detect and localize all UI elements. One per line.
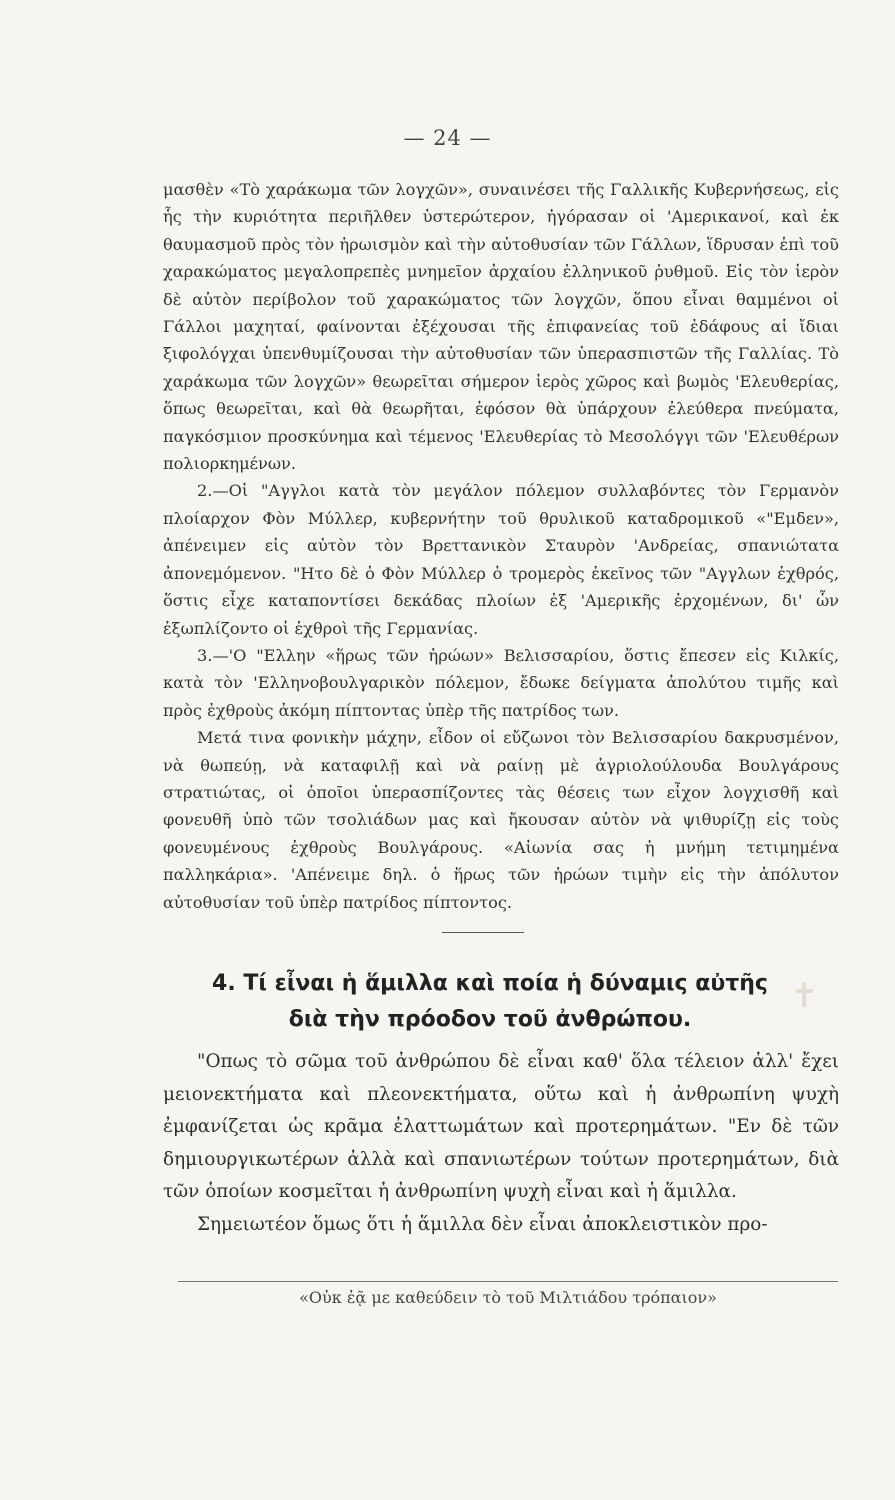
section-title-line-2: διὰ τὴν πρόοδον τοῦ ἀνθρώπου. xyxy=(288,1007,692,1032)
body-text xyxy=(163,176,839,916)
section-divider xyxy=(442,932,524,933)
section-body xyxy=(163,1046,839,1242)
section-title xyxy=(150,966,830,1038)
paragraph-4: Μετά τινα φονικὴν μάχην, εἶδον οἱ εὔζωνοι τὸν Βελισσαρίου δακρυσμένον, νὰ θωπεύῃ, νὰ καταφιλῇ καὶ νὰ ραίνῃ μὲ ἀγριολούλουδα Βουλγάρους στρατιώτας, οἱ ὁποῖοι ὑπερασπίζοντες τὰς θέσεις των εἶχον λογχισθῆ καὶ φονευθῆ ὑπὸ τῶν τσολιάδων μας καὶ ἤκουσαν αὐτὸν νὰ ψιθυρίζῃ εἰς τοὺς φονευμένους ἐχθροὺς Βουλγάρους. «Αἰωνία σας ἡ μνήμη τετιμημένα παλληκάρια». 'Απένειμε δηλ. ὁ ἥρως τῶν ἡρώων τιμὴν εἰς τὴν ἀπόλυτον αὐτοθυσίαν τοῦ ὑπὲρ πατρίδος πίπτοντος. xyxy=(163,728,839,912)
section-paragraph-1: "Οπως τὸ σῶμα τοῦ ἀνθρώπου δὲ εἶναι καθ' ὅλα τέλειον ἀλλ' ἔχει μειονεκτήματα καὶ πλεονεκτήματα, οὕτω καὶ ἡ ἀνθρωπίνη ψυχὴ ἐμφανίζεται ὡς κρᾶμα ἐλαττωμάτων καὶ προτερημάτων. "Εν δὲ τῶν δημιουργικωτέρων ἀλλὰ καὶ σπανιωτέρων τούτων προτερημάτων, διὰ τῶν ὁποίων κοσμεῖται ἡ ἀνθρωπίνη ψυχὴ εἶναι καὶ ἡ ἅμιλλα. xyxy=(163,1051,839,1203)
paragraph-2: 2.—Οἱ "Αγγλοι κατὰ τὸν μεγάλον πόλεμον συλλαβόντες τὸν Γερμανὸν πλοίαρχον Φὸν Μύλλερ, κυβερνήτην τοῦ θρυλικοῦ καταδρομικοῦ «"Εμδεν», ἀπένειμεν εἰς αὐτὸν τὸν Βρεττανικὸν Σταυρὸν 'Ανδρείας, σπανιώτατα ἀπονεμόμενον. "Ητο δὲ ὁ Φὸν Μύλλερ ὁ τρομερὸς ἐκεῖνος τῶν "Αγγλων ἐχθρός, ὅστις εἶχε καταποντίσει δεκάδας πλοίων ἐξ 'Αμερικῆς ἐρχομένων, δι' ὧν ἐξωπλίζοντο οἱ ἐχθροὶ τῆς Γερμανίας. xyxy=(163,481,839,638)
paragraph-continued: μασθὲν «Τὸ χαράκωμα τῶν λογχῶν», συναινέσει τῆς Γαλλικῆς Κυβερνήσεως, εἰς ἧς τὴν κυριότητα περιῆλθεν ὑστερώτερον, ἠγόρασαν οἱ 'Αμερικανοί, καὶ ἐκ θαυμασμοῦ πρὸς τὸν ἡρωισμὸν καὶ τὴν αὐτοθυσίαν τῶν Γάλλων, ἵδρυσαν ἐπὶ τοῦ χαρακώματος μεγαλοπρεπὲς μνημεῖον ἀρχαίου ἑλληνικοῦ ῥυθμοῦ. Εἰς τὸν ἱερὸν δὲ αὐτὸν περίβολον τοῦ χαρακώματος τῶν λογχῶν, ὅπου εἶναι θαμμένοι οἱ Γάλλοι μαχηταί, φαίνονται ἐξέχουσαι τῆς ἐπιφανείας τοῦ ἐδάφους αἱ ἴδιαι ξιφολόγχαι ὑπενθυμίζουσαι τὴν αὐτοθυσίαν τῶν ὑπερασπιστῶν τῆς Γαλλίας. Τὸ χαράκωμα τῶν λογχῶν» θεωρεῖται σήμερον ἱερὸς χῶρος καὶ βωμὸς 'Ελευθερίας, ὅπως θεωρεῖται, καὶ θὰ θεωρῆται, ἐφόσον θὰ ὑπάρχουν ἐλεύθερα πνεύματα, παγκόσμιον προσκύνημα καὶ τέμενος 'Ελευθερίας τὸ Μεσολόγγι τῶν 'Ελευθέρων πολιορκημένων. xyxy=(163,180,839,474)
page-number: — 24 — xyxy=(403,126,492,150)
faint-stamp-mark: ✝ xyxy=(790,976,819,1016)
footer-rule xyxy=(178,1281,838,1282)
paragraph-3: 3.—'Ο "Ελλην «ἥρως τῶν ἡρώων» Βελισσαρίου, ὅστις ἔπεσεν εἰς Κιλκίς, κατὰ τὸν 'Ελληνοβουλγαρικὸν πόλεμον, ἔδωκε δείγματα ἀπολύτου τιμῆς καὶ πρὸς ἐχθροὺς ἀκόμη πίπτοντας ὑπὲρ τῆς πατρίδος των. xyxy=(163,645,839,720)
section-paragraph-2: Σημειωτέον ὅμως ὅτι ἡ ἅμιλλα δὲν εἶναι ἀποκλειστικὸν προ- xyxy=(197,1213,768,1235)
footer-quote: «Οὐκ ἐᾷ με καθεύδειν τὸ τοῦ Μιλτιάδου τρόπαιον» xyxy=(299,1288,717,1307)
section-title-line-1: 4. Τί εἶναι ἡ ἅμιλλα καὶ ποία ἡ δύναμις αὐτῆς xyxy=(212,971,768,996)
